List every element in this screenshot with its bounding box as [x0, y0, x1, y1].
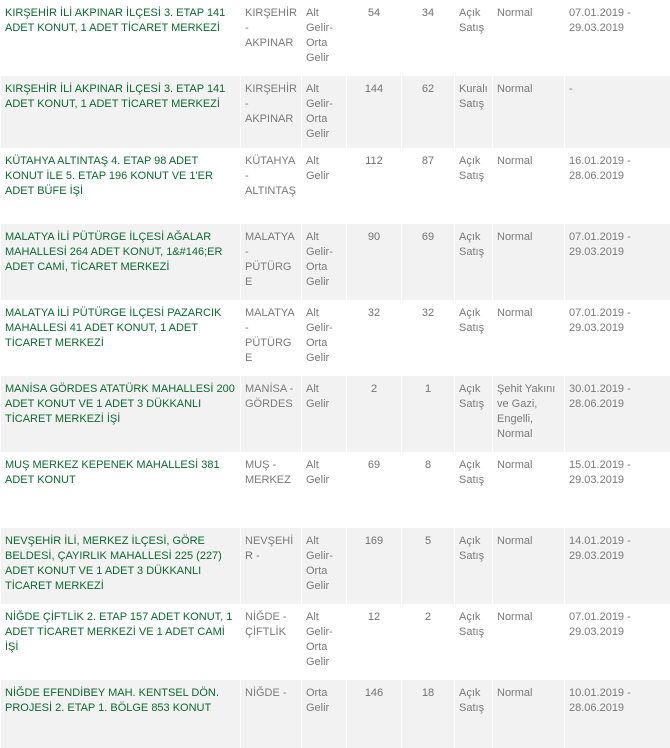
- income-group-cell: Alt Gelir: [302, 148, 347, 224]
- date-range-cell: 07.01.2019 - 29.03.2019: [565, 604, 670, 680]
- project-cell[interactable]: [1, 0, 241, 76]
- location-cell: MALATYA - PÜTÜRGE: [241, 300, 302, 376]
- unit-count-cell: 2: [347, 376, 402, 452]
- application-count-cell: 32: [402, 300, 455, 376]
- application-count-cell: 34: [402, 0, 455, 76]
- project-link[interactable]: MALATYA İLİ PÜTÜRGE İLÇESİ PAZARCIK MAHALLESİ 41 ADET KONUT, 1 ADET TİCARET MERKEZİ: [5, 307, 221, 349]
- table-row[interactable]: [1, 148, 670, 224]
- sale-type-cell: Açık Satış: [455, 604, 493, 680]
- income-group-cell: Orta Gelir: [302, 680, 347, 748]
- date-range-cell: 30.01.2019 - 28.06.2019: [565, 376, 670, 452]
- project-link[interactable]: MALATYA İLİ PÜTÜRGE İLÇESİ AĞALAR MAHALLESİ 264 ADET KONUT, 1&#146;ER ADET CAMİ, TİCARET MERKEZİ: [5, 231, 222, 273]
- applicant-group-cell: Normal: [493, 224, 565, 300]
- project-cell[interactable]: [1, 680, 241, 748]
- application-count-cell: 5: [402, 528, 455, 604]
- project-cell[interactable]: [1, 300, 241, 376]
- date-range-cell: -: [565, 76, 670, 148]
- unit-count-cell: 32: [347, 300, 402, 376]
- table-body: [1, 0, 670, 748]
- sale-type-cell: Açık Satış: [455, 452, 493, 528]
- project-link[interactable]: NİĞDE ÇİFTLİK 2. ETAP 157 ADET KONUT, 1 ADET TİCARET MERKEZİ VE 1 ADET CAMİ İŞİ: [5, 611, 232, 653]
- project-cell[interactable]: [1, 376, 241, 452]
- table-row[interactable]: [1, 0, 670, 76]
- location-cell: NİĞDE - ÇİFTLİK: [241, 604, 302, 680]
- project-link[interactable]: NİĞDE EFENDİBEY MAH. KENTSEL DÖN. PROJESİ 2. ETAP 1. BÖLGE 853 KONUT: [5, 687, 219, 714]
- unit-count-cell: 90: [347, 224, 402, 300]
- income-group-cell: Alt Gelir-Orta Gelir: [302, 300, 347, 376]
- application-count-cell: 87: [402, 148, 455, 224]
- date-range-cell: 15.01.2019 - 29.03.2019: [565, 452, 670, 528]
- applicant-group-cell: Normal: [493, 76, 565, 148]
- application-count-cell: 62: [402, 76, 455, 148]
- date-range-cell: 14.01.2019 - 29.03.2019: [565, 528, 670, 604]
- income-group-cell: Alt Gelir-Orta Gelir: [302, 224, 347, 300]
- project-link[interactable]: KIRŞEHİR İLİ AKPINAR İLÇESİ 3. ETAP 141 ADET KONUT, 1 ADET TİCARET MERKEZİ: [5, 83, 225, 110]
- application-count-cell: 1: [402, 376, 455, 452]
- sale-type-cell: Açık Satış: [455, 376, 493, 452]
- project-cell[interactable]: [1, 148, 241, 224]
- project-link[interactable]: KÜTAHYA ALTINTAŞ 4. ETAP 98 ADET KONUT İLE 5. ETAP 196 KONUT VE 1'ER ADET BÜFE İŞİ: [5, 155, 213, 197]
- income-group-cell: Alt Gelir-Orta Gelir: [302, 528, 347, 604]
- date-range-cell: 07.01.2019 - 29.03.2019: [565, 0, 670, 76]
- sale-type-cell: Açık Satış: [455, 148, 493, 224]
- location-cell: KIRŞEHİR - AKPINAR: [241, 76, 302, 148]
- sale-type-cell: Açık Satış: [455, 0, 493, 76]
- date-range-cell: 07.01.2019 - 29.03.2019: [565, 300, 670, 376]
- sale-type-cell: Açık Satış: [455, 680, 493, 748]
- location-cell: MUŞ - MERKEZ: [241, 452, 302, 528]
- project-link[interactable]: MANİSA GÖRDES ATATÜRK MAHALLESİ 200 ADET KONUT VE 1 ADET 3 DÜKKANLI TİCARET MERKEZİ İŞİ: [5, 383, 235, 425]
- project-link[interactable]: MUŞ MERKEZ KEPENEK MAHALLESİ 381 ADET KONUT: [5, 459, 220, 486]
- sale-type-cell: Açık Satış: [455, 224, 493, 300]
- applicant-group-cell: Normal: [493, 148, 565, 224]
- application-count-cell: 18: [402, 680, 455, 748]
- table-row[interactable]: [1, 224, 670, 300]
- applicant-group-cell: Normal: [493, 0, 565, 76]
- sale-type-cell: Kuralı Satış: [455, 76, 493, 148]
- income-group-cell: Alt Gelir-Orta Gelir: [302, 76, 347, 148]
- project-cell[interactable]: [1, 224, 241, 300]
- applicant-group-cell: Normal: [493, 300, 565, 376]
- sale-type-cell: Açık Satış: [455, 300, 493, 376]
- table-row[interactable]: [1, 528, 670, 604]
- project-link[interactable]: KIRŞEHİR İLİ AKPINAR İLÇESİ 3. ETAP 141 ADET KONUT, 1 ADET TİCARET MERKEZİ: [5, 7, 225, 34]
- unit-count-cell: 144: [347, 76, 402, 148]
- location-cell: KIRŞEHİR - AKPINAR: [241, 0, 302, 76]
- applicant-group-cell: Normal: [493, 604, 565, 680]
- project-cell[interactable]: [1, 76, 241, 148]
- table-row[interactable]: [1, 300, 670, 376]
- applicant-group-cell: Şehit Yakını ve Gazi, Engelli, Normal: [493, 376, 565, 452]
- unit-count-cell: 146: [347, 680, 402, 748]
- location-cell: KÜTAHYA - ALTINTAŞ: [241, 148, 302, 224]
- unit-count-cell: 169: [347, 528, 402, 604]
- income-group-cell: Alt Gelir-Orta Gelir: [302, 604, 347, 680]
- location-cell: MALATYA - PÜTÜRGE: [241, 224, 302, 300]
- unit-count-cell: 69: [347, 452, 402, 528]
- table-row[interactable]: [1, 76, 670, 148]
- project-cell[interactable]: [1, 604, 241, 680]
- table-row[interactable]: [1, 376, 670, 452]
- date-range-cell: 10.01.2019 - 28.06.2019: [565, 680, 670, 748]
- unit-count-cell: 12: [347, 604, 402, 680]
- project-link[interactable]: NEVŞEHİR İLİ, MERKEZ İLÇESİ, GÖRE BELDESİ, ÇAYIRLIK MAHALLESİ 225 (227) ADET KONUT VE 1 ADET 3 DÜKKANLI TİCARET MERKEZİ: [5, 535, 222, 592]
- application-count-cell: 69: [402, 224, 455, 300]
- sale-type-cell: Açık Satış: [455, 528, 493, 604]
- table-row[interactable]: [1, 604, 670, 680]
- location-cell: MANİSA - GÖRDES: [241, 376, 302, 452]
- unit-count-cell: 112: [347, 148, 402, 224]
- income-group-cell: Alt Gelir: [302, 452, 347, 528]
- application-count-cell: 2: [402, 604, 455, 680]
- project-cell[interactable]: [1, 452, 241, 528]
- location-cell: NEVŞEHİR -: [241, 528, 302, 604]
- applicant-group-cell: Normal: [493, 452, 565, 528]
- applicant-group-cell: Normal: [493, 680, 565, 748]
- table-row[interactable]: [1, 680, 670, 748]
- applicant-group-cell: Normal: [493, 528, 565, 604]
- application-count-cell: 8: [402, 452, 455, 528]
- income-group-cell: Alt Gelir-Orta Gelir: [302, 0, 347, 76]
- unit-count-cell: 54: [347, 0, 402, 76]
- table-row[interactable]: [1, 452, 670, 528]
- location-cell: NİĞDE -: [241, 680, 302, 748]
- project-cell[interactable]: [1, 528, 241, 604]
- date-range-cell: 07.01.2019 - 29.03.2019: [565, 224, 670, 300]
- date-range-cell: 16.01.2019 - 28.06.2019: [565, 148, 670, 224]
- income-group-cell: Alt Gelir: [302, 376, 347, 452]
